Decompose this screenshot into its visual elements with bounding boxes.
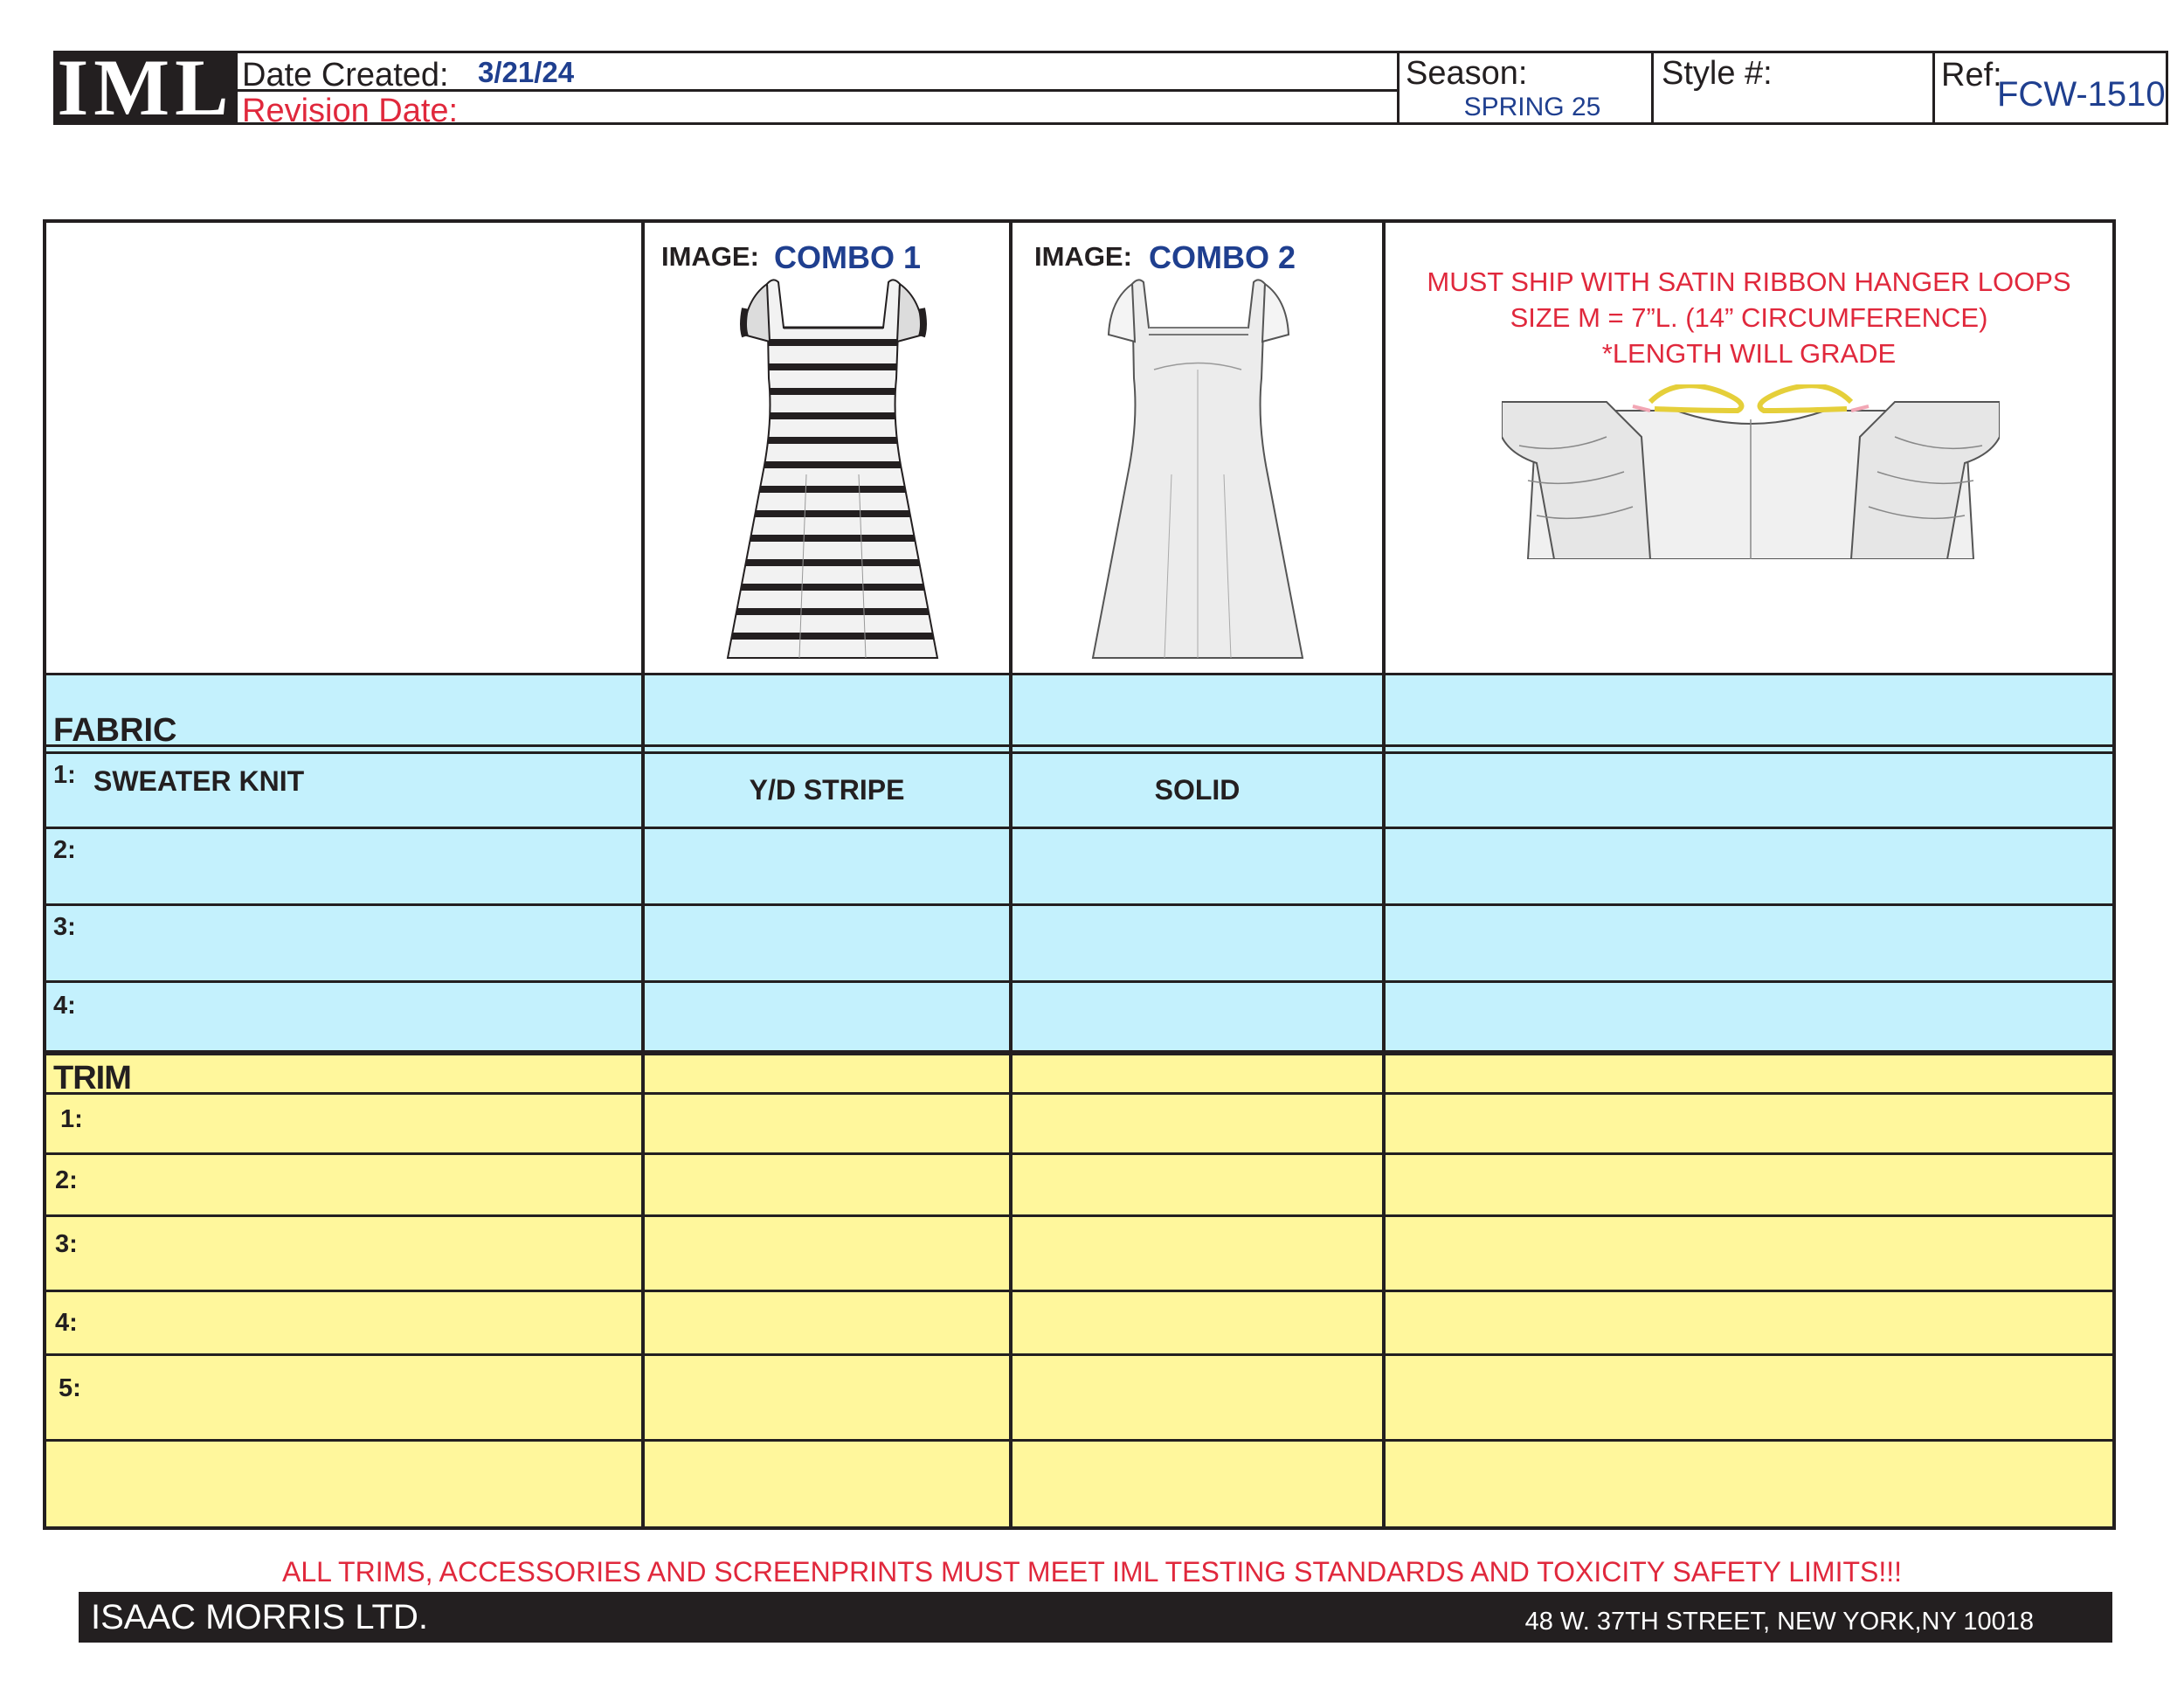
iml-logo: IML [57, 43, 234, 132]
company-address: 48 W. 37TH STREET, NEW YORK,NY 10018 [1524, 1608, 2034, 1636]
divider [1397, 53, 1400, 122]
trim-row-5-number: 5: [59, 1374, 81, 1402]
row-line [46, 744, 2112, 747]
spec-header [53, 43, 2168, 132]
row-line [46, 1353, 2112, 1356]
divider [1651, 53, 1654, 122]
striped-dress-sketch [719, 273, 946, 667]
testing-standards-warning: ALL TRIMS, ACCESSORIES AND SCREENPRINTS MUST MEET IML TESTING STANDARDS AND TOXICITY SAFETY LIMITS!!! [281, 1556, 1903, 1588]
hanger-note-line-1: MUST SHIP WITH SATIN RIBBON HANGER LOOPS [1427, 266, 2071, 297]
combo-2-title: COMBO 2 [1149, 239, 1296, 275]
spec-table [43, 219, 2116, 1530]
trim-title: TRIM [53, 1060, 131, 1097]
season-label: Season: [1406, 55, 1528, 92]
trim-row-4-number: 4: [55, 1309, 78, 1337]
divider [235, 53, 238, 122]
hanger-note-line-3: *LENGTH WILL GRADE [1601, 338, 1897, 369]
trim-section [46, 1050, 2112, 1526]
trim-row-3-number: 3: [55, 1230, 78, 1258]
trim-row-2-number: 2: [55, 1166, 78, 1194]
row-line [46, 673, 2112, 675]
row-line [46, 751, 2112, 754]
fabric-row-2-number: 2: [53, 836, 76, 864]
solid-dress-sketch [1084, 273, 1311, 667]
row-line [46, 980, 2112, 983]
trim-row-1-number: 1: [60, 1105, 83, 1133]
row-line [46, 1214, 2112, 1217]
company-footer-bar [79, 1592, 2112, 1643]
divider [1932, 53, 1935, 122]
row-line [46, 1092, 2112, 1095]
fabric-section [46, 675, 2112, 1050]
row-line [46, 903, 2112, 906]
combo-1-title: COMBO 1 [774, 239, 922, 275]
date-created-label: Date Created: [242, 57, 449, 93]
image-label: IMAGE: [1034, 241, 1132, 272]
row-line [46, 1439, 2112, 1442]
fabric-row-4-number: 4: [53, 992, 76, 1020]
revision-date-label: Revision Date: [242, 93, 459, 129]
column-line [1382, 223, 1386, 1526]
row-line [46, 1152, 2112, 1155]
ref-label: Ref: [1941, 57, 2002, 93]
fabric-row-3-number: 3: [53, 913, 76, 941]
image-label: IMAGE: [661, 241, 759, 272]
column-line [1009, 223, 1013, 1526]
hanger-note-line-2: SIZE M = 7”L. (14” CIRCUMFERENCE) [1510, 302, 1988, 333]
column-line [641, 223, 645, 1526]
fabric-row-1-description: SWEATER KNIT [93, 765, 305, 797]
hanger-loop-detail-sketch [1502, 384, 2000, 559]
season-value: SPRING 25 [1463, 93, 1601, 121]
company-name: ISAAC MORRIS LTD. [91, 1598, 428, 1636]
style-number-label: Style #: [1662, 55, 1773, 92]
fabric-title: FABRIC [53, 712, 177, 749]
fabric-row-1-number: 1: [53, 761, 76, 789]
section-divider [46, 1050, 2112, 1055]
ref-value: FCW-1510 [1997, 75, 2166, 114]
fabric-row-1-combo-1: Y/D STRIPE [749, 774, 905, 806]
row-line [46, 1290, 2112, 1292]
date-created-value: 3/21/24 [478, 56, 575, 88]
fabric-row-1-combo-2: SOLID [1154, 774, 1241, 806]
row-line [46, 827, 2112, 829]
